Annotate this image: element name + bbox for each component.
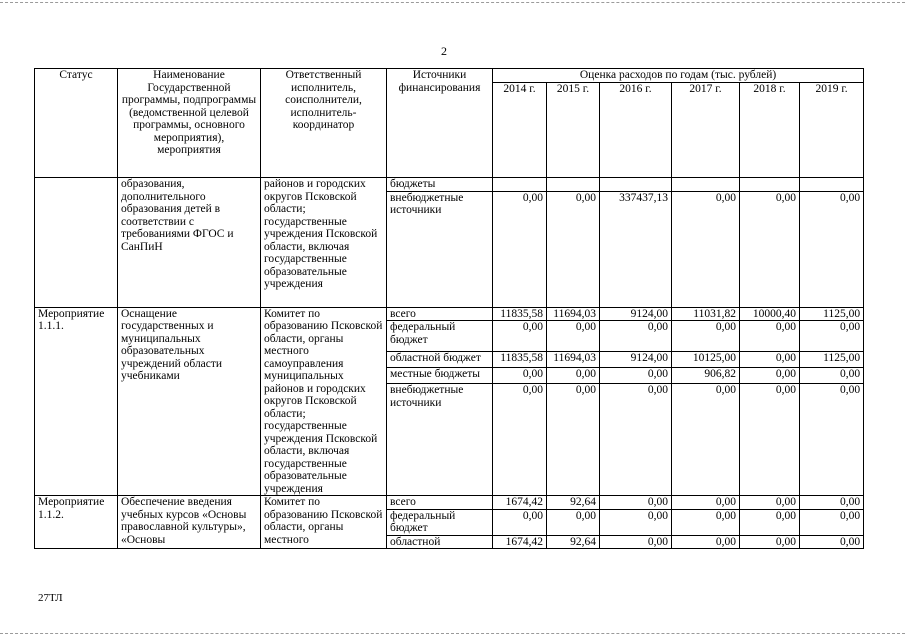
value-cell: 0,00 bbox=[493, 384, 547, 496]
source-cell: областной бюджет bbox=[387, 351, 493, 367]
year-header: 2014 г. bbox=[493, 82, 547, 178]
value-cell: 0,00 bbox=[672, 321, 740, 352]
value-cell: 0,00 bbox=[672, 496, 740, 510]
value-cell: 0,00 bbox=[800, 496, 864, 510]
value-cell: 9124,00 bbox=[600, 307, 672, 321]
value-cell: 0,00 bbox=[493, 191, 547, 307]
table-row bbox=[35, 307, 864, 321]
value-cell: 10000,40 bbox=[740, 307, 800, 321]
value-cell: 0,00 bbox=[493, 321, 547, 352]
value-cell: 0,00 bbox=[800, 384, 864, 496]
value-cell: 0,00 bbox=[800, 191, 864, 307]
source-cell: федеральный бюджет bbox=[387, 321, 493, 352]
value-cell: 0,00 bbox=[547, 321, 600, 352]
value-cell: 11694,03 bbox=[547, 351, 600, 367]
sources-header: Источники финансирования bbox=[387, 69, 493, 178]
estimate-header: Оценка расходов по годам (тыс. рублей) bbox=[493, 69, 864, 83]
value-cell: 0,00 bbox=[600, 367, 672, 383]
expenditure-table bbox=[34, 68, 864, 549]
value-cell: 0,00 bbox=[493, 367, 547, 383]
header-row bbox=[35, 69, 864, 83]
value-cell bbox=[547, 178, 600, 192]
value-cell: 0,00 bbox=[547, 191, 600, 307]
year-header: 2016 г. bbox=[600, 82, 672, 178]
value-cell: 0,00 bbox=[600, 321, 672, 352]
value-cell: 9124,00 bbox=[600, 351, 672, 367]
value-cell: 0,00 bbox=[600, 509, 672, 535]
value-cell: 0,00 bbox=[600, 384, 672, 496]
value-cell bbox=[493, 178, 547, 192]
value-cell: 0,00 bbox=[493, 509, 547, 535]
value-cell: 92,64 bbox=[547, 496, 600, 510]
value-cell: 0,00 bbox=[740, 496, 800, 510]
footer-code: 27ТЛ bbox=[38, 592, 63, 604]
status-cell: Мероприятие 1.1.2. bbox=[35, 496, 118, 549]
value-cell: 337437,13 bbox=[600, 191, 672, 307]
source-cell: внебюджетные источники bbox=[387, 384, 493, 496]
source-cell: всего bbox=[387, 496, 493, 510]
year-header: 2019 г. bbox=[800, 82, 864, 178]
responsible-header: Ответственный исполнитель, соисполнители, исполнитель-координатор bbox=[261, 69, 387, 178]
value-cell: 0,00 bbox=[547, 367, 600, 383]
value-cell bbox=[800, 178, 864, 192]
value-cell bbox=[600, 178, 672, 192]
value-cell: 0,00 bbox=[672, 509, 740, 535]
value-cell: 0,00 bbox=[547, 384, 600, 496]
program-name-cell: Оснащение государственных и муниципальных образовательных учреждений области учебниками bbox=[118, 307, 261, 496]
responsible-cell: районов и городских округов Псковской области; государственные учреждения Псковской области, включая государственные образовательные учреждения bbox=[261, 178, 387, 308]
value-cell: 0,00 bbox=[672, 535, 740, 549]
value-cell: 0,00 bbox=[740, 351, 800, 367]
page-bottom-edge bbox=[0, 633, 905, 634]
table-row bbox=[35, 496, 864, 510]
page-number: 2 bbox=[441, 44, 447, 58]
value-cell: 11835,58 bbox=[493, 351, 547, 367]
value-cell bbox=[672, 178, 740, 192]
value-cell: 0,00 bbox=[740, 509, 800, 535]
program-name-cell: образования, дополнительного образования детей в соответствии с требованиями ФГОС и СанПиН bbox=[118, 178, 261, 308]
value-cell: 0,00 bbox=[740, 384, 800, 496]
value-cell: 0,00 bbox=[800, 367, 864, 383]
value-cell: 1674,42 bbox=[493, 496, 547, 510]
value-cell: 1125,00 bbox=[800, 351, 864, 367]
value-cell: 0,00 bbox=[600, 496, 672, 510]
program-name-cell: Обеспечение введения учебных курсов «Основы православной культуры», «Основы bbox=[118, 496, 261, 549]
year-header: 2017 г. bbox=[672, 82, 740, 178]
year-header: 2018 г. bbox=[740, 82, 800, 178]
responsible-cell: Комитет по образованию Псковской области, органы местного самоуправления муниципальных районов и городских округов Псковской области; государственные учреждения Псковской области, включая государственные образовательные учреждения bbox=[261, 307, 387, 496]
source-cell: бюджеты bbox=[387, 178, 493, 192]
name-header: Наименование Государственной программы, подпрограммы (ведомственной целевой программы, основного мероприятия), мероприятия bbox=[118, 69, 261, 178]
value-cell: 92,64 bbox=[547, 535, 600, 549]
value-cell: 11031,82 bbox=[672, 307, 740, 321]
value-cell: 0,00 bbox=[672, 384, 740, 496]
value-cell: 0,00 bbox=[740, 191, 800, 307]
source-cell: федеральный бюджет bbox=[387, 509, 493, 535]
value-cell: 11694,03 bbox=[547, 307, 600, 321]
page-top-edge bbox=[0, 2, 905, 3]
value-cell: 0,00 bbox=[672, 191, 740, 307]
responsible-cell: Комитет по образованию Псковской области, органы местного bbox=[261, 496, 387, 549]
value-cell: 906,82 bbox=[672, 367, 740, 383]
value-cell: 0,00 bbox=[800, 509, 864, 535]
source-cell: всего bbox=[387, 307, 493, 321]
status-header: Статус bbox=[35, 69, 118, 178]
value-cell: 0,00 bbox=[600, 535, 672, 549]
value-cell: 0,00 bbox=[547, 509, 600, 535]
value-cell: 1674,42 bbox=[493, 535, 547, 549]
year-header: 2015 г. bbox=[547, 82, 600, 178]
value-cell: 1125,00 bbox=[800, 307, 864, 321]
source-cell: внебюджетные источники bbox=[387, 191, 493, 307]
table-row bbox=[35, 178, 864, 192]
source-cell: местные бюджеты bbox=[387, 367, 493, 383]
source-cell: областной bbox=[387, 535, 493, 549]
status-cell: Мероприятие 1.1.1. bbox=[35, 307, 118, 496]
value-cell: 11835,58 bbox=[493, 307, 547, 321]
value-cell bbox=[740, 178, 800, 192]
value-cell: 0,00 bbox=[740, 321, 800, 352]
status-cell bbox=[35, 178, 118, 308]
value-cell: 0,00 bbox=[740, 367, 800, 383]
value-cell: 0,00 bbox=[800, 321, 864, 352]
value-cell: 0,00 bbox=[800, 535, 864, 549]
value-cell: 10125,00 bbox=[672, 351, 740, 367]
value-cell: 0,00 bbox=[740, 535, 800, 549]
